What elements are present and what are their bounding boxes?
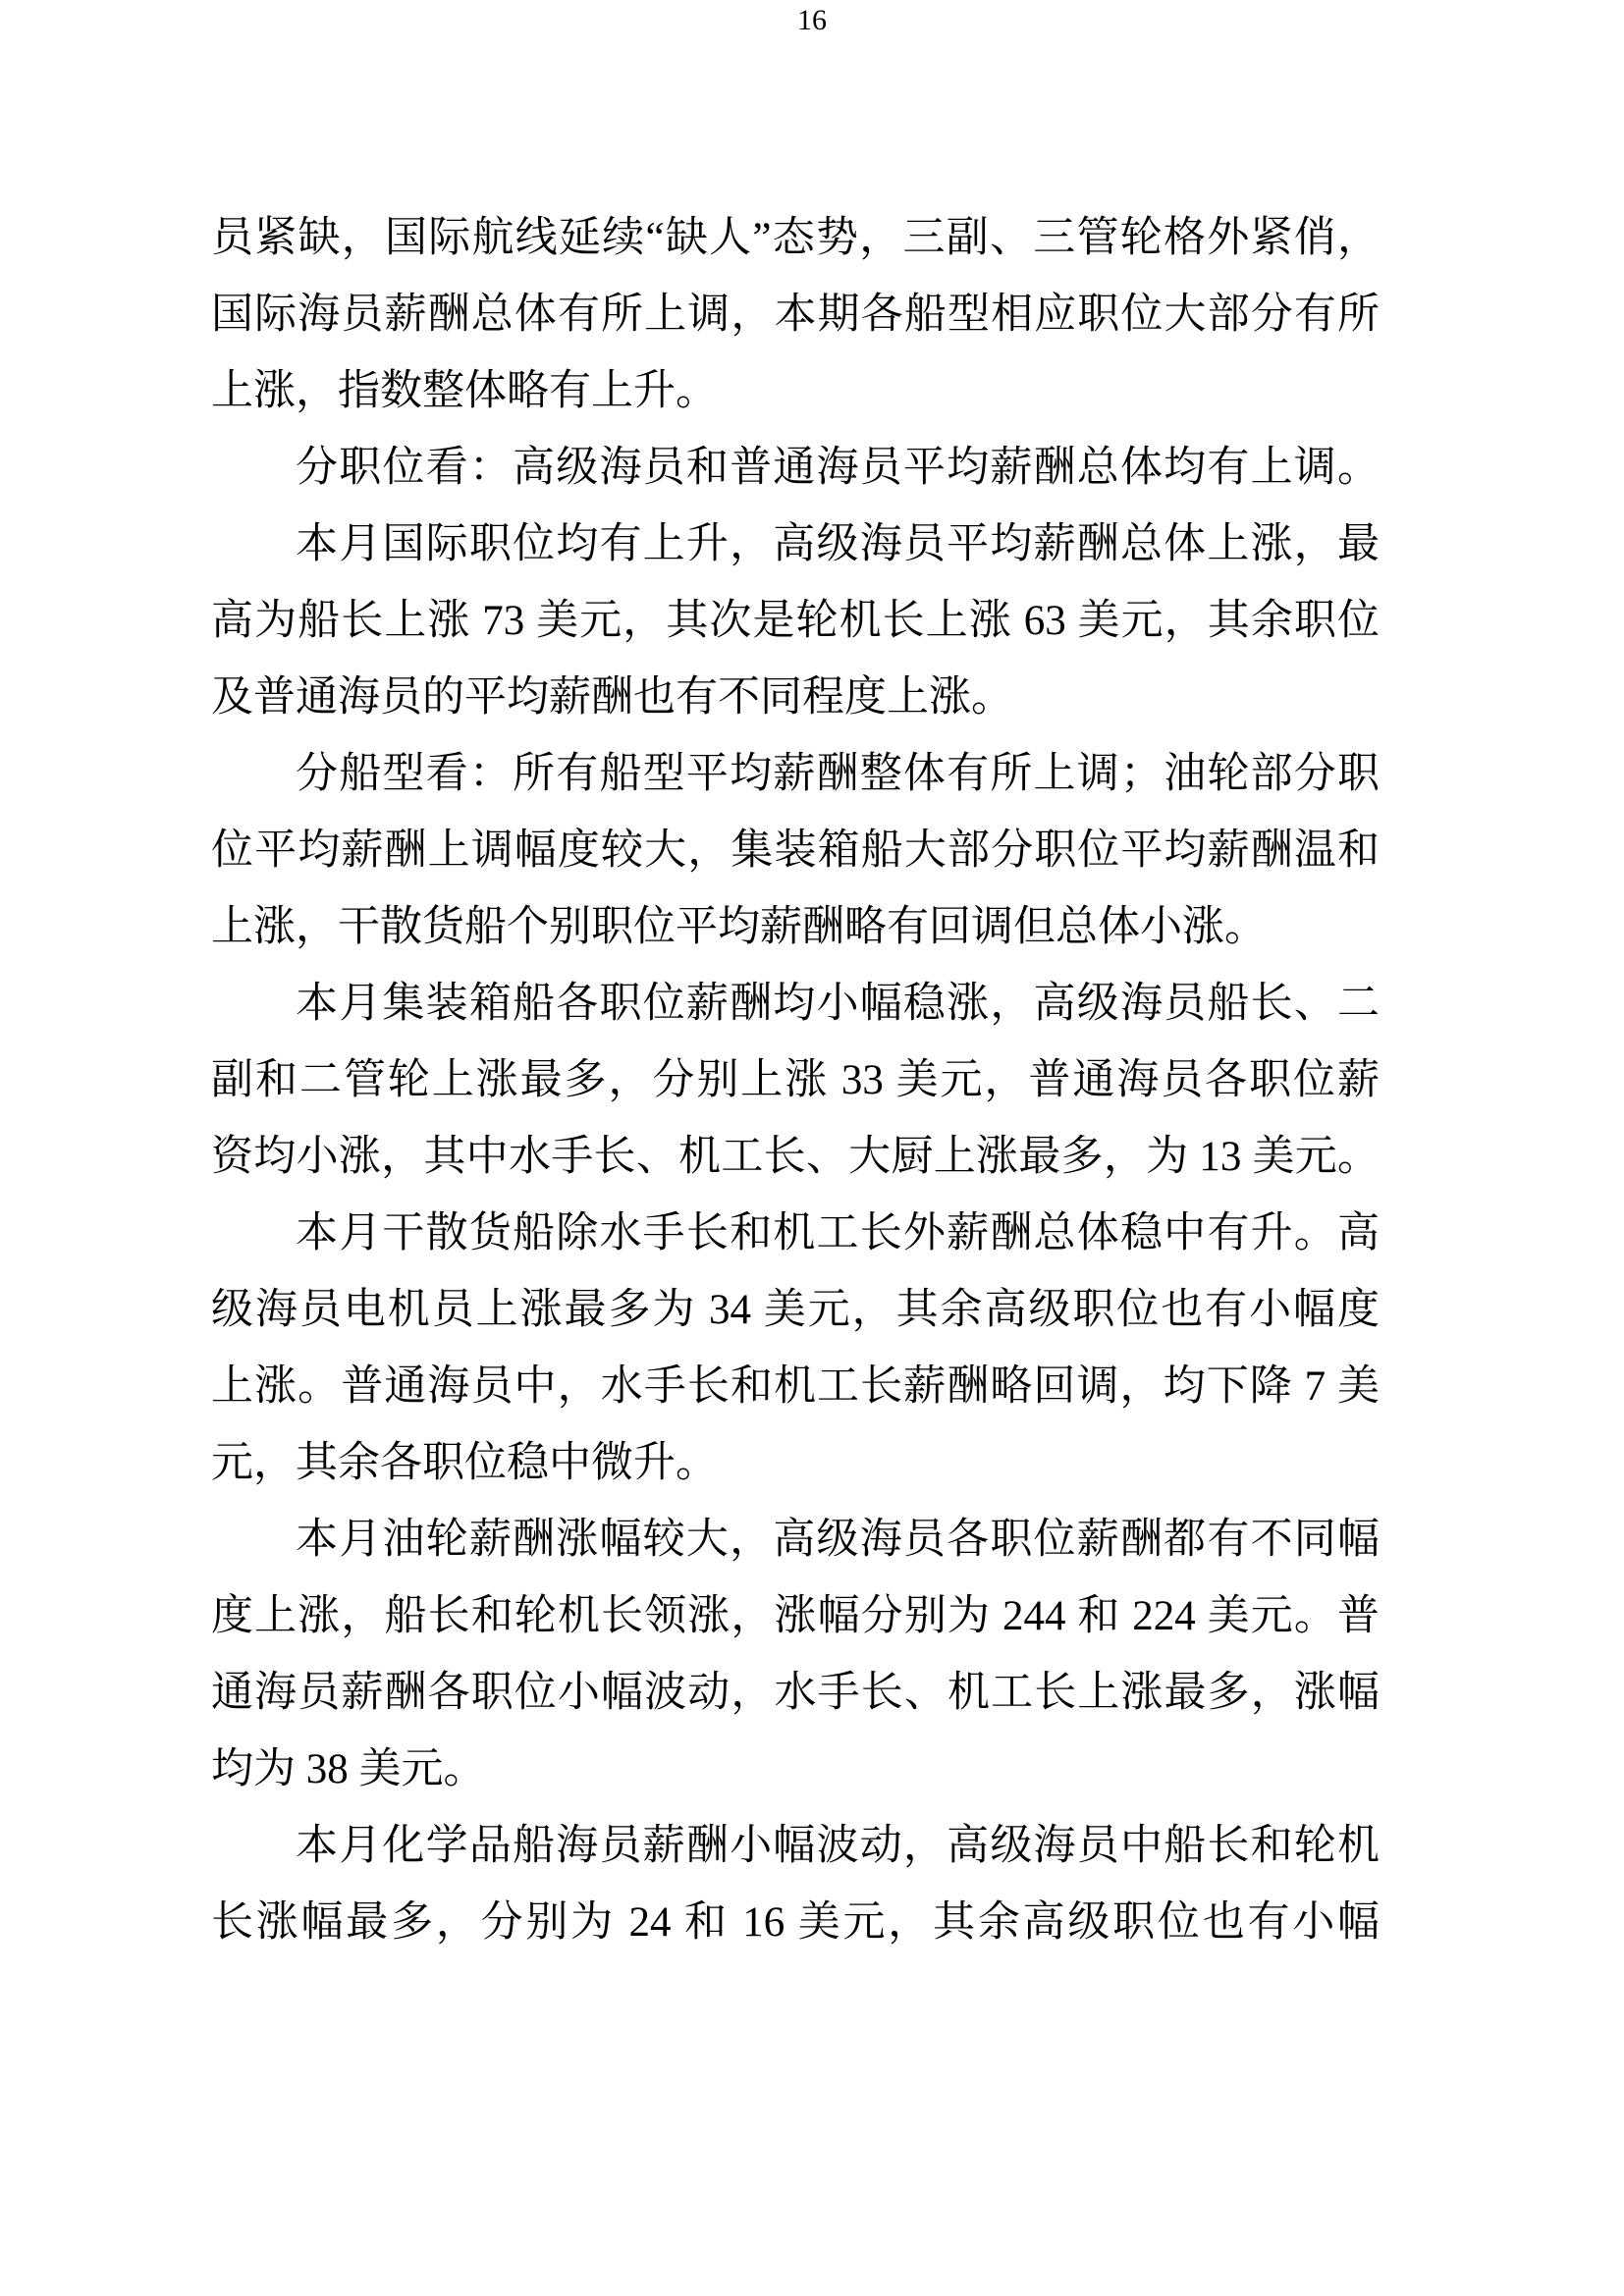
text-line: 本月国际职位均有上升，高级海员平均薪酬总体上涨，最 <box>296 521 1380 567</box>
text-line: 级海员电机员上涨最多为 34 美元，其余高级职位也有小幅度 <box>211 1287 1380 1333</box>
paragraph <box>211 200 1380 430</box>
text-line: 高为船长上涨 73 美元，其次是轮机长上涨 63 美元，其余职位 <box>211 598 1380 644</box>
paragraph <box>211 1196 1380 1502</box>
text-line: 上涨，指数整体略有上升。 <box>211 368 718 414</box>
paragraph <box>211 736 1380 966</box>
text-line: 元，其余各职位稳中微升。 <box>211 1440 718 1486</box>
text-line: 长涨幅最多，分别为 24 和 16 美元，其余高级职位也有小幅 <box>211 1899 1380 1946</box>
page-number: 16 <box>797 4 827 36</box>
text-line: 上涨。普通海员中，水手长和机工长薪酬略回调，均下降 7 美 <box>211 1363 1380 1410</box>
paragraph <box>211 507 1380 736</box>
text-line: 上涨，干散货船个别职位平均薪酬略有回调但总体小涨。 <box>211 904 1267 950</box>
text-line: 位平均薪酬上调幅度较大，集装箱船大部分职位平均薪酬温和 <box>211 828 1380 874</box>
text-line: 均为 38 美元。 <box>211 1746 486 1792</box>
text-line: 分船型看：所有船型平均薪酬整体有所上调；油轮部分职 <box>296 751 1380 797</box>
paragraph <box>211 430 1380 507</box>
text-line: 通海员薪酬各职位小幅波动，水手长、机工长上涨最多，涨幅 <box>211 1670 1380 1716</box>
text-line: 本月化学品船海员薪酬小幅波动，高级海员中船长和轮机 <box>296 1823 1380 1869</box>
paragraph <box>211 1502 1380 1808</box>
paragraph <box>211 1808 1380 1961</box>
text-line: 本月集装箱船各职位薪酬均小幅稳涨，高级海员船长、二 <box>296 981 1380 1027</box>
text-line: 分职位看：高级海员和普通海员平均薪酬总体均有上调。 <box>296 445 1380 491</box>
text-line: 及普通海员的平均薪酬也有不同程度上涨。 <box>211 674 1013 721</box>
text-line: 本月油轮薪酬涨幅较大，高级海员各职位薪酬都有不同幅 <box>296 1517 1380 1563</box>
text-line: 国际海员薪酬总体有所上调，本期各船型相应职位大部分有所 <box>211 292 1380 338</box>
text-line: 员紧缺，国际航线延续“缺人”态势，三副、三管轮格外紧俏， <box>211 215 1380 261</box>
text-line: 副和二管轮上涨最多，分别上涨 33 美元，普通海员各职位薪 <box>211 1057 1380 1103</box>
text-line: 本月干散货船除水手长和机工长外薪酬总体稳中有升。高 <box>296 1210 1380 1256</box>
paragraph <box>211 966 1380 1196</box>
text-line: 度上涨，船长和轮机长领涨，涨幅分别为 244 和 224 美元。普 <box>211 1593 1380 1639</box>
text-line: 资均小涨，其中水手长、机工长、大厨上涨最多，为 13 美元。 <box>211 1134 1380 1180</box>
document-body <box>211 200 1380 1961</box>
